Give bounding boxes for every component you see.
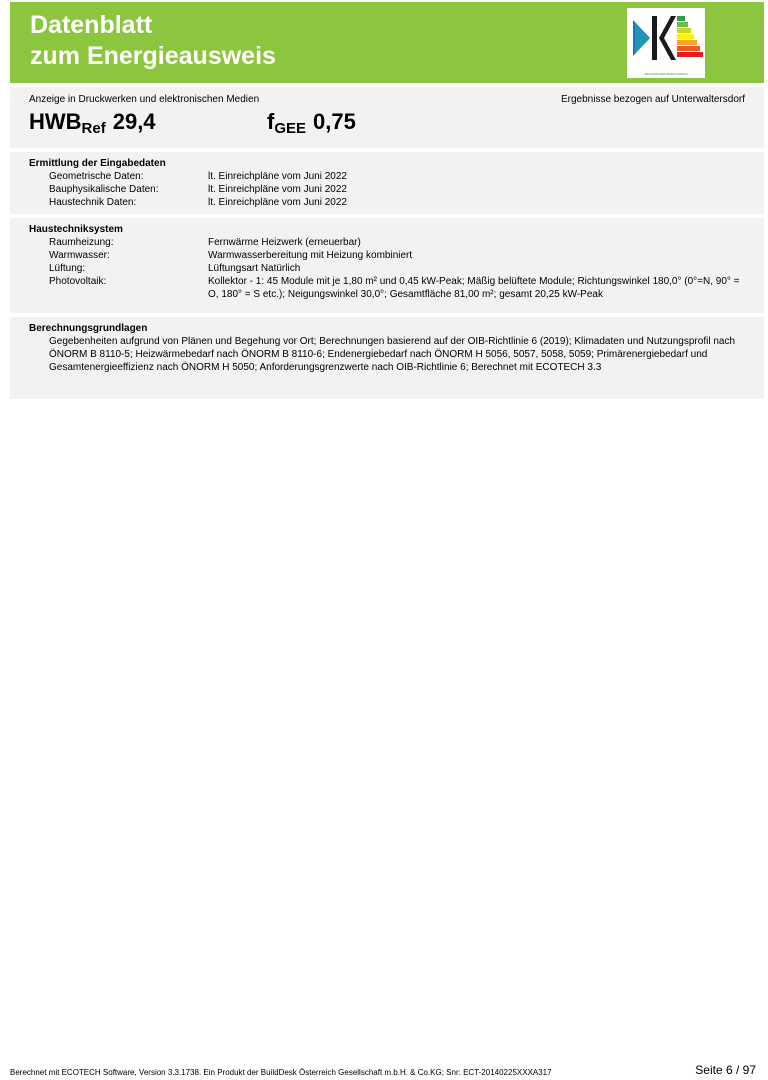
input-row-geometric (49, 170, 749, 183)
input-row-building-services (49, 196, 749, 209)
software-note: Berechnet mit ECOTECH Software, Version 3.3.1738. Ein Produkt der BuildDesk Österreich Gesellschaft m.b.H. & Co.KG; Snr: ECT-20140225XXXA317 (10, 1068, 552, 1077)
row-value: Lüftungsart Natürlich (208, 263, 301, 274)
building-services-panel (10, 218, 764, 313)
page-number: Seite 6 / 97 (695, 1063, 756, 1077)
row-label: Raumheizung: (49, 237, 114, 248)
input-data-title: Ermittlung der Eingabedaten (29, 158, 166, 169)
row-label: Warmwasser: (49, 250, 110, 261)
company-logo (627, 8, 705, 78)
services-row-hot-water (49, 249, 749, 262)
row-value: Kollektor - 1: 45 Module mit je 1,80 m² und 0,45 kW-Peak; Mäßig belüftete Module; Richtungswinkel 180,0° (0°=N, 90° = O, 180° = S etc.); Neigungswinkel 30,0°; Gesamtfläche 81,00 m²; gesamt 20,25 kW-Peak (208, 276, 740, 300)
result-location: Ergebnisse bezogen auf Unterwaltersdorf (561, 94, 745, 105)
building-services-rows (49, 236, 749, 301)
fgee-indicator (267, 107, 356, 144)
logo-caption: TECHNISCHES BÜRO KIRSCH (644, 73, 688, 76)
row-value: lt. Einreichpläne vom Juni 2022 (208, 184, 347, 195)
calculation-basis-title: Berechnungsgrundlagen (29, 323, 148, 334)
input-data-rows (49, 170, 749, 209)
row-value: Warmwasserbereitung mit Heizung kombiniert (208, 250, 413, 261)
building-services-title: Haustechniksystem (29, 224, 123, 235)
hwb-indicator (29, 107, 156, 144)
fgee-subscript: GEE (274, 120, 307, 137)
row-label: Lüftung: (49, 263, 86, 274)
title-line-1: Datenblatt (30, 11, 153, 39)
calculation-basis-panel (10, 317, 764, 399)
row-label: Geometrische Daten: (49, 171, 144, 182)
header-banner (10, 2, 764, 83)
services-row-ventilation (49, 262, 749, 275)
display-note: Anzeige in Druckwerken und elektronischen Medien (29, 94, 260, 105)
summary-panel (10, 87, 764, 148)
services-row-heating (49, 236, 749, 249)
fgee-label: f (267, 109, 275, 134)
hwb-value: 29,4 (112, 109, 156, 134)
row-label: Haustechnik Daten: (49, 197, 137, 208)
input-data-panel (10, 152, 764, 214)
document-title (30, 10, 276, 72)
row-value: lt. Einreichpläne vom Juni 2022 (208, 197, 347, 208)
row-value: lt. Einreichpläne vom Juni 2022 (208, 171, 347, 182)
energy-label-logo-icon (627, 8, 705, 70)
calculation-basis-text: Gegebenheiten aufgrund von Plänen und Begehung vor Ort; Berechnungen basierend auf der OIB-Richtlinie 6 (2019); Klimadaten und Nutzungsprofil nach ÖNORM B 8110-5; Heizwärmebedarf nach ÖNORM B 8110-6; Endenergiebedarf nach ÖNORM H 5056, 5057, 5058, 5059; Primärenergiebedarf und Gesamtenergieeffizienz nach ÖNORM H 5050; Anforderungsgrenzwerte nach OIB-Richtlinie 6; Berechnet mit ECOTECH 3.3 (49, 336, 736, 373)
services-row-photovoltaics (49, 275, 749, 301)
row-value: Fernwärme Heizwerk (erneuerbar) (208, 237, 361, 248)
hwb-label: HWB (29, 109, 82, 134)
row-label: Photovoltaik: (49, 276, 107, 287)
input-row-building-physics (49, 183, 749, 196)
hwb-subscript: Ref (81, 120, 106, 137)
fgee-value: 0,75 (313, 109, 356, 134)
title-line-2: zum Energieausweis (30, 42, 276, 70)
row-label: Bauphysikalische Daten: (49, 184, 159, 195)
